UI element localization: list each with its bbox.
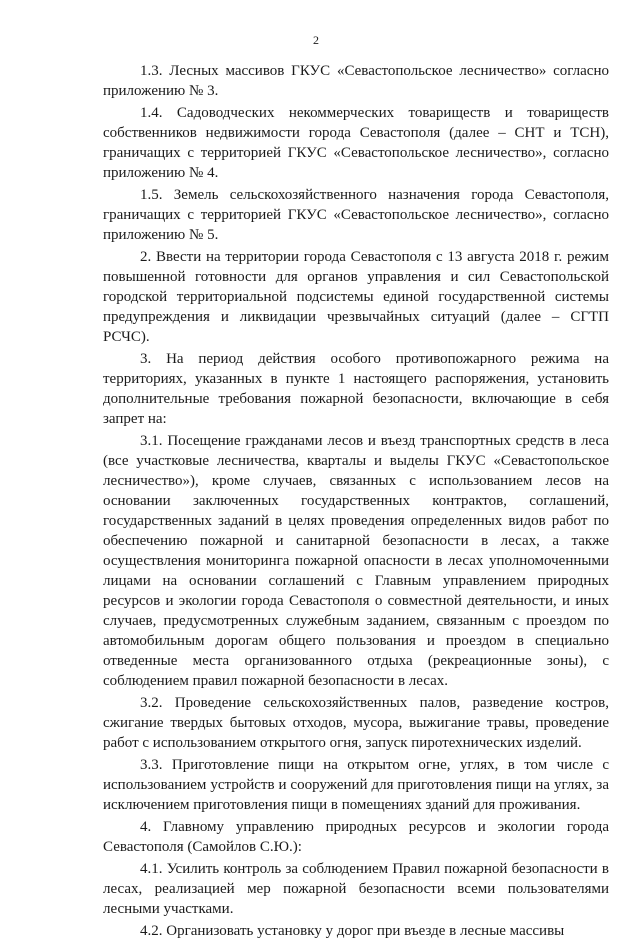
paragraph-4-1: 4.1. Усилить контроль за соблюдением Правил пожарной безопасности в лесах, реализацией мер пожарной безопасности всеми пользователями лесными участками. <box>103 861 609 917</box>
paragraph-4-2: 4.2. Организовать установку у дорог при въезде в лесные массивы <box>140 923 565 939</box>
paragraph-1-5: 1.5. Земель сельскохозяйственного назначения города Севастополя, граничащих с территорией ГКУС «Севастопольское лесничество», согласно приложению № 5. <box>103 187 609 243</box>
paragraph-1-3: 1.3. Лесных массивов ГКУС «Севастопольское лесничество» согласно приложению № 3. <box>103 63 609 99</box>
paragraph-3-2: 3.2. Проведение сельскохозяйственных палов, разведение костров, сжигание твердых бытовых отходов, мусора, выжигание травы, проведение работ с использованием открытого огня, запуск пиротехнических изделий. <box>103 695 609 751</box>
paragraph-3-1: 3.1. Посещение гражданами лесов и въезд транспортных средств в леса (все участковые лесничества, кварталы и выделы ГКУС «Севастопольское лесничество»), кроме случаев, связанных с использованием лесов на основании заключенных государственных контрактов, соглашений, государственных заданий в целях проведения определенных видов работ по обеспечению пожарной и санитарной безопасности в лесах, а также осуществления мониторинга пожарной опасности в лесах уполномоченными лицами на основании соглашений с Главным управлением природных ресурсов и экологии города Севастополя о совместной деятельности, и иных случаев, предусмотренных служебным заданием, связанным с проездом по автомобильным дорогам общего пользования и проездом в специально отведенные места организованного отдыха (рекреационные зоны), с соблюдением правил пожарной безопасности в лесах. <box>103 433 609 689</box>
paragraph-4: 4. Главному управлению природных ресурсов и экологии города Севастополя (Самойлов С.Ю.): <box>103 819 609 855</box>
paragraph-3: 3. На период действия особого противопожарного режима на территориях, указанных в пункте 1 настоящего распоряжения, установить дополнительные требования пожарной безопасности, включающие в себя запрет на: <box>103 351 609 427</box>
paragraph-2: 2. Ввести на территории города Севастополя с 13 августа 2018 г. режим повышенной готовности для органов управления и сил Севастопольской городской территориальной подсистемы единой государственной системы предупреждения и ликвидации чрезвычайных ситуаций (далее – СГТП РСЧС). <box>103 249 609 345</box>
paragraph-3-3: 3.3. Приготовление пищи на открытом огне, углях, в том числе с использованием устройств и сооружений для приготовления пищи на углях, за исключением приготовления пищи в помещениях зданий для проживания. <box>103 757 609 813</box>
document-body <box>103 61 609 943</box>
paragraph-1-4: 1.4. Садоводческих некоммерческих товариществ и товариществ собственников недвижимости города Севастополя (далее – СНТ и ТСН), граничащих с территорией ГКУС «Севастопольское лесничество», согласно приложению № 4. <box>103 105 609 181</box>
page-number: 2 <box>313 33 319 47</box>
